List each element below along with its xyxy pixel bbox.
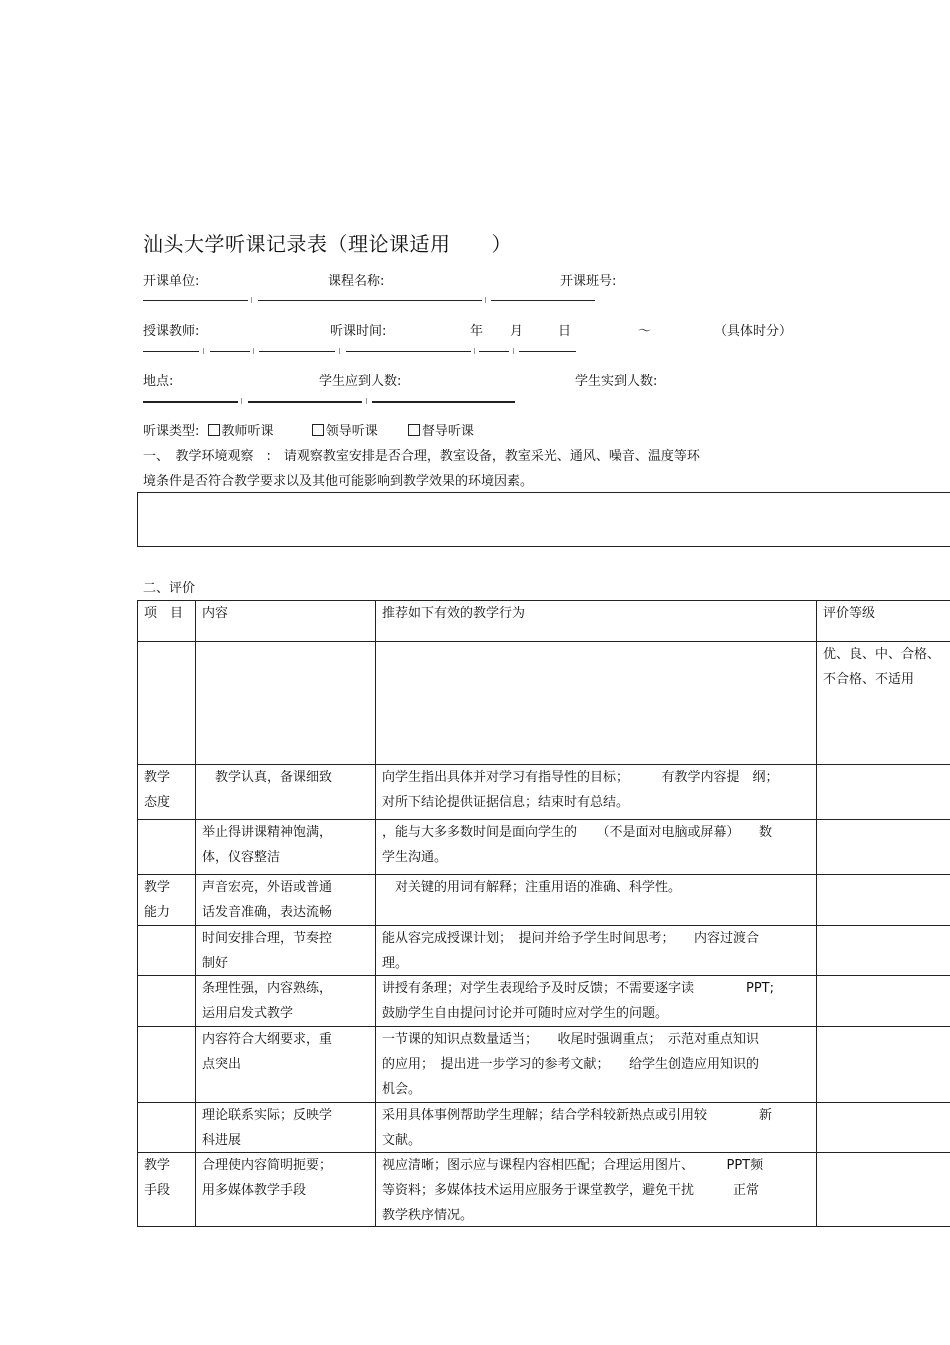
field-label-actual: 学生实到人数: bbox=[575, 374, 658, 389]
row-grade-input[interactable] bbox=[816, 1152, 950, 1226]
table-bottom-border bbox=[137, 1226, 950, 1227]
blank-time-2[interactable] bbox=[259, 351, 335, 352]
field-label-teacher: 授课教师: bbox=[143, 324, 200, 339]
listen-type-row bbox=[143, 420, 474, 439]
field-label-unit: 开课单位: bbox=[143, 274, 200, 289]
row-behavior: 一节课的知识点数量适当； 收尾时强调重点； 示范对重点知识 的应用； 提出进一步学习的参考文献； 给学生创造应用知识的 机会。 bbox=[375, 1026, 816, 1102]
row-item bbox=[137, 1026, 195, 1102]
environment-observation-box[interactable] bbox=[137, 492, 950, 547]
row-behavior: 讲授有条理；对学生表现给予及时反馈；不需要逐字读 PPT; 鼓励学生自由提问讨论并可随时应对学生的问题。 bbox=[375, 975, 816, 1026]
field-label-specific-time: （具体时分） bbox=[714, 324, 793, 339]
separator bbox=[485, 297, 486, 303]
row-content: 时间安排合理，节奏控 制好 bbox=[195, 925, 375, 975]
grade-scale-line1: 优、良、中、合格、 bbox=[823, 647, 941, 662]
row-item bbox=[137, 1102, 195, 1152]
blank-time-5[interactable] bbox=[519, 351, 576, 352]
separator bbox=[339, 348, 340, 354]
separator bbox=[241, 398, 242, 404]
row-content: 合理使内容简明扼要； 用多媒体教学手段 bbox=[195, 1152, 375, 1226]
row-behavior: 对关键的用词有解释；注重用语的准确、科学性。 bbox=[375, 874, 816, 925]
row-behavior: 向学生指出具体并对学习有指导性的目标； 有教学内容提 纲； 对所下结论提供证据信息；结束时有总结。 bbox=[375, 764, 816, 819]
row-content: 教学认真，备课细致 bbox=[195, 764, 375, 819]
field-label-day: 日 bbox=[558, 324, 572, 339]
blank-actual[interactable] bbox=[372, 401, 515, 403]
row-content: 内容符合大纲要求，重 点突出 bbox=[195, 1026, 375, 1102]
field-label-location: 地点: bbox=[143, 374, 174, 389]
checkbox-supervisor[interactable]: 督导听课 bbox=[408, 424, 474, 439]
row-grade-input[interactable] bbox=[816, 764, 950, 819]
blank-time-4[interactable] bbox=[479, 351, 509, 352]
checkbox-leader[interactable]: 领导听课 bbox=[312, 424, 378, 439]
row-behavior: 采用具体事例帮助学生理解；结合学科较新热点或引用较 新 文献。 bbox=[375, 1102, 816, 1152]
blank-teacher[interactable] bbox=[143, 351, 199, 352]
section1-heading: 一、 教学环境观察 : 请观察教室安排是否合理，教室设备，教室采光、通风、噪音、温度等环 bbox=[143, 449, 700, 464]
header-item: 项 目 bbox=[137, 600, 195, 641]
row-grade-input[interactable] bbox=[816, 874, 950, 925]
field-label-year: 年 bbox=[470, 324, 484, 339]
separator bbox=[253, 348, 254, 354]
row-content: 条理性强，内容熟练， 运用启发式教学 bbox=[195, 975, 375, 1026]
row-grade-input[interactable] bbox=[816, 1026, 950, 1102]
field-label-expected: 学生应到人数: bbox=[319, 374, 402, 389]
separator bbox=[203, 348, 204, 354]
scale-behavior-cell bbox=[375, 641, 816, 764]
section1-line2: 境条件是否符合教学要求以及其他可能影响到教学效果的环境因素。 bbox=[143, 474, 534, 489]
scale-content-cell bbox=[195, 641, 375, 764]
row-item bbox=[137, 975, 195, 1026]
page-title: 汕头大学听课记录表（理论课适用 ） bbox=[143, 232, 512, 256]
section2-heading: 二、评价 bbox=[143, 581, 196, 596]
row-behavior: 视应清晰；图示应与课程内容相匹配；合理运用图片、 PPT频 等资料；多媒体技术运用应服务于课堂教学，避免干扰 正常 教学秩序情况。 bbox=[375, 1152, 816, 1226]
row-content: 声音宏亮，外语或普通 话发音准确，表达流畅 bbox=[195, 874, 375, 925]
row-item bbox=[137, 925, 195, 975]
blank-time-3[interactable] bbox=[346, 351, 471, 352]
blank-location[interactable] bbox=[143, 401, 238, 403]
row-content: 举止得讲课精神饱满， 体，仪容整洁 bbox=[195, 819, 375, 874]
header-content: 内容 bbox=[195, 600, 375, 641]
blank-expected[interactable] bbox=[248, 401, 362, 403]
checkbox-icon bbox=[408, 424, 420, 436]
row-grade-input[interactable] bbox=[816, 819, 950, 874]
row-grade-input[interactable] bbox=[816, 925, 950, 975]
row-item bbox=[137, 819, 195, 874]
listen-type-label: 听课类型: bbox=[143, 424, 200, 439]
header-behavior: 推荐如下有效的教学行为 bbox=[375, 600, 816, 641]
row-grade-input[interactable] bbox=[816, 975, 950, 1026]
field-label-class-no: 开课班号: bbox=[560, 274, 617, 289]
field-label-time: 听课时间: bbox=[330, 324, 387, 339]
checkbox-icon bbox=[312, 424, 324, 436]
row-content: 理论联系实际；反映学 科进展 bbox=[195, 1102, 375, 1152]
row-item: 教学 能力 bbox=[137, 874, 195, 925]
checkbox-icon bbox=[208, 424, 220, 436]
row-item: 教学 手段 bbox=[137, 1152, 195, 1226]
field-label-course-name: 课程名称: bbox=[328, 274, 385, 289]
checkbox-teacher[interactable]: 教师听课 bbox=[208, 424, 274, 439]
scale-item-cell bbox=[137, 641, 195, 764]
separator bbox=[474, 348, 475, 354]
row-grade-input[interactable] bbox=[816, 1102, 950, 1152]
separator bbox=[513, 348, 514, 354]
grade-scale-line2: 不合格、不适用 bbox=[823, 672, 915, 687]
row-behavior: ，能与大多多数时间是面向学生的 （不是面对电脑或屏幕） 数 学生沟通。 bbox=[375, 819, 816, 874]
row-item: 教学 态度 bbox=[137, 764, 195, 819]
grade-scale-cell bbox=[816, 641, 950, 764]
blank-course-name[interactable] bbox=[258, 300, 482, 301]
header-grade: 评价等级 bbox=[816, 600, 950, 641]
field-label-tilde: ～ bbox=[638, 324, 652, 339]
blank-unit[interactable] bbox=[143, 300, 248, 301]
separator bbox=[251, 297, 252, 303]
blank-time-1[interactable] bbox=[210, 351, 250, 352]
blank-class-no[interactable] bbox=[491, 300, 595, 301]
field-label-month: 月 bbox=[510, 324, 524, 339]
separator bbox=[366, 398, 367, 404]
row-behavior: 能从容完成授课计划； 提问并给予学生时间思考； 内容过渡合 理。 bbox=[375, 925, 816, 975]
